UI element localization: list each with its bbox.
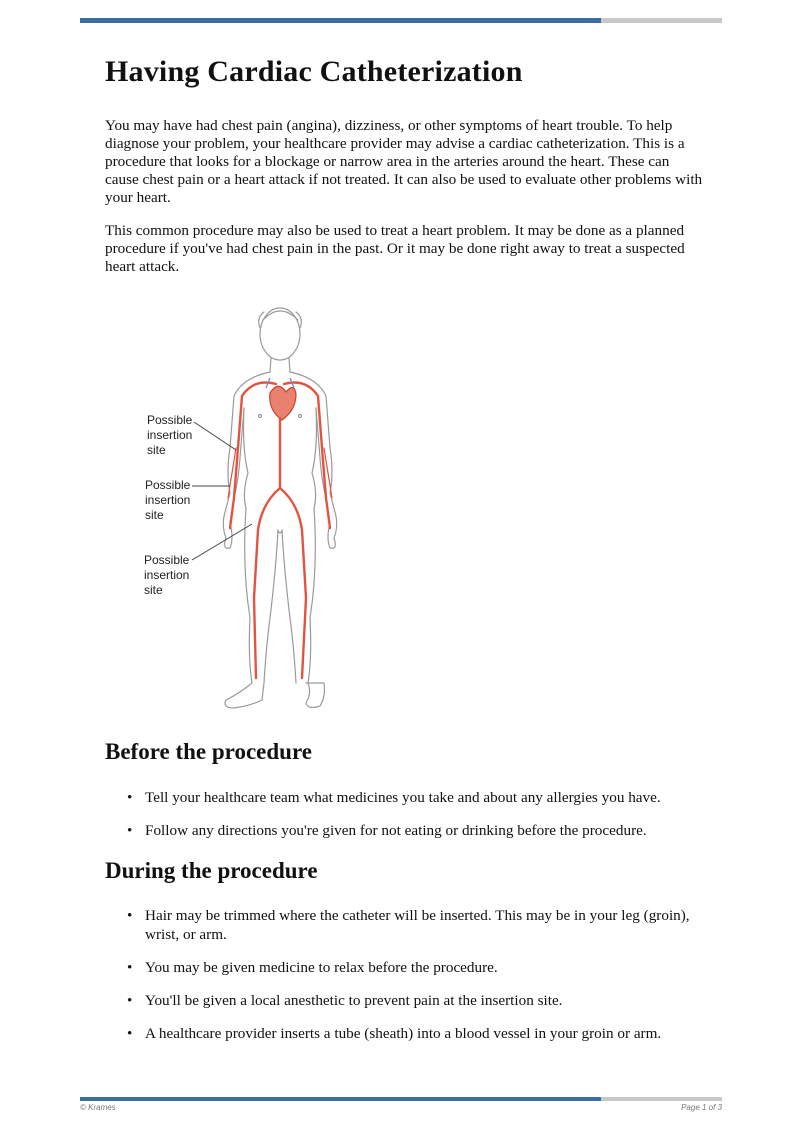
list-item: • Tell your healthcare team what medicines you take and about any allergies you have. — [105, 788, 725, 807]
during-procedure-list — [105, 906, 725, 1057]
list-item: • Follow any directions you're given for not eating or drinking before the procedure. — [105, 821, 725, 840]
insertion-label-1: Possible insertion site — [147, 413, 193, 457]
footer-rule-grey — [601, 1097, 722, 1101]
insertion-label-2: Possible insertion site — [145, 478, 191, 522]
section-heading-during: During the procedure — [105, 858, 318, 883]
leader-line-groin — [192, 524, 252, 560]
page-title: Having Cardiac Catheterization — [105, 55, 523, 88]
label-leaders — [192, 422, 252, 560]
header-rule-blue — [80, 18, 601, 23]
list-item: • A healthcare provider inserts a tube (sheath) into a blood vessel in your groin or arm. — [105, 1024, 725, 1043]
insertion-label-3: Possible insertion site — [144, 553, 190, 597]
footer-page-number: Page 1 of 3 — [681, 1103, 722, 1112]
header-rule — [80, 18, 722, 23]
before-procedure-list — [105, 788, 725, 854]
leader-line-arm — [194, 422, 236, 450]
section-heading-before: Before the procedure — [105, 739, 312, 764]
footer-rule-blue — [80, 1097, 601, 1101]
intro-paragraph-1: You may have had chest pain (angina), dizziness, or other symptoms of heart trouble. To help diagnose your problem, your healthcare provider may advise a cardiac catheterization. This is a procedure that looks for a blockage or narrow area in the arteries around the heart. These can cause chest pain or a heart attack if not treated. It can also be used to evaluate other problems with your heart. — [105, 117, 703, 206]
catheter-insertion-figure — [130, 298, 380, 718]
footer-copyright: © Krames — [80, 1103, 116, 1112]
intro-paragraph-2: This common procedure may also be used to treat a heart problem. It may be done as a planned procedure if you've had chest pain in the past. Or it may be done right away to treat a suspected heart attack. — [105, 222, 685, 275]
header-rule-grey — [601, 18, 722, 23]
list-item: • You'll be given a local anesthetic to prevent pain at the insertion site. — [105, 991, 725, 1010]
heart-icon — [270, 386, 296, 420]
list-item: • You may be given medicine to relax before the procedure. — [105, 958, 725, 977]
list-item: • Hair may be trimmed where the catheter will be inserted. This may be in your leg (groin), wrist, or arm. — [105, 906, 725, 944]
footer-rule — [80, 1097, 722, 1101]
body-outline — [223, 308, 336, 708]
